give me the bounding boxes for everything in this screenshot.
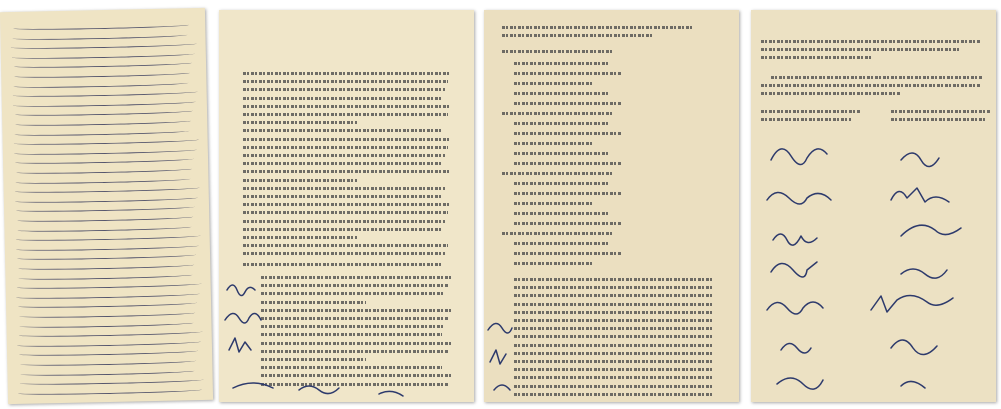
handwritten-line: [13, 22, 189, 31]
handwritten-line: [12, 32, 187, 41]
document-page-1-handwritten: [0, 8, 213, 404]
handwritten-line: [17, 281, 202, 290]
handwritten-line: [17, 339, 201, 348]
handwritten-line: [20, 368, 194, 377]
handwritten-line: [17, 224, 191, 233]
handwritten-line: [19, 310, 195, 319]
handwritten-line: [15, 195, 198, 204]
handwritten-line: [18, 387, 202, 396]
handwritten-line: [16, 233, 201, 242]
handwritten-line: [20, 377, 204, 386]
handwritten-line: [16, 176, 190, 185]
handwritten-line: [19, 348, 199, 357]
handwritten-line: [14, 80, 189, 89]
handwritten-line: [14, 70, 190, 79]
handwritten-line: [13, 99, 196, 108]
handwritten-line: [19, 320, 193, 329]
handwritten-line: [13, 137, 198, 146]
handwritten-line: [16, 291, 200, 300]
handwritten-line: [14, 147, 197, 156]
handwritten-line: [15, 128, 189, 137]
handwritten-line: [11, 41, 197, 50]
signature-block: [751, 10, 996, 402]
handwritten-line: [17, 253, 196, 262]
handwritten-line: [20, 358, 196, 367]
handwritten-line: [12, 51, 194, 60]
handwritten-line: [15, 157, 194, 166]
document-page-4-signatures: [751, 10, 996, 402]
handwritten-line: [18, 262, 194, 271]
handwritten-line: [15, 118, 191, 127]
handwritten-line: [18, 272, 192, 281]
margin-signatures: [219, 10, 474, 402]
document-page-3-list: [484, 10, 739, 402]
handwritten-line: [17, 214, 193, 223]
handwritten-line: [14, 61, 193, 70]
handwritten-line: [18, 301, 198, 310]
handwritten-line: [16, 205, 195, 214]
handwritten-line: [15, 109, 194, 118]
document-page-2-protocol: [219, 10, 474, 402]
handwritten-line: [15, 185, 200, 194]
handwritten-line: [18, 329, 203, 338]
margin-signatures: [484, 10, 739, 402]
handwritten-line: [15, 243, 198, 252]
handwritten-line: [16, 166, 192, 175]
handwritten-line: [12, 89, 198, 98]
